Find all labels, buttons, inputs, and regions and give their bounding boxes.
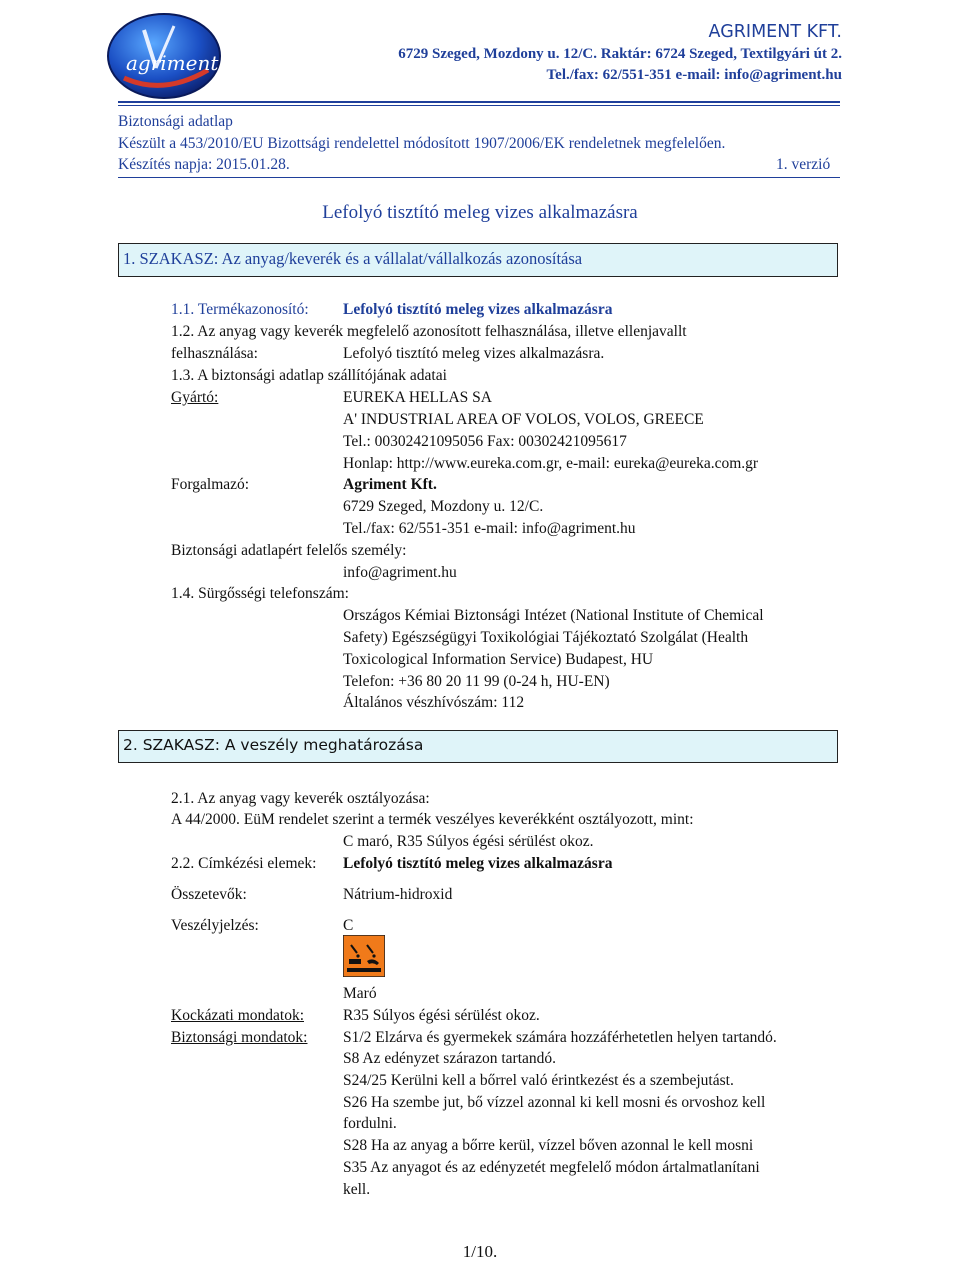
section-2-heading [118, 730, 838, 763]
emergency-line: Telefon: +36 80 20 11 99 (0-24 h, HU-EN) [343, 673, 610, 690]
creation-date: Készítés napja: 2015.01.28. [118, 156, 290, 173]
use-heading: 1.2. Az anyag vagy keverék megfelelő azonosított felhasználása, illetve ellenjavallt [171, 323, 687, 340]
section-1-heading-text: 1. SZAKASZ: Az anyag/keverék és a vállalat/vállalkozás azonosítása [123, 249, 583, 268]
components-value: Nátrium-hidroxid [343, 886, 453, 903]
manufacturer-line: Honlap: http://www.eureka.com.gr, e-mail: eureka@eureka.com.gr [343, 455, 759, 472]
risk-phrases-label: Kockázati mondatok: [171, 1007, 304, 1024]
company-name: AGRIMENT KFT. [708, 22, 842, 42]
product-identifier: Lefolyó tisztító meleg vizes alkalmazásra [343, 301, 613, 318]
classification-note: A 44/2000. EüM rendelet szerint a termék veszélyes keverékként osztályozott, mint: [171, 811, 694, 828]
label-elements-label: 2.2. Címkézési elemek: [171, 855, 317, 872]
safety-phrase: S26 Ha szembe jut, bő vízzel azonnal ki kell mosni és orvoshoz kell [343, 1094, 766, 1111]
emergency-line: Safety) Egészségügyi Toxikológiai Tájékoztató Szolgálat (Health [343, 629, 749, 646]
safety-phrases-label: Biztonsági mondatok: [171, 1029, 308, 1046]
risk-phrase: R35 Súlyos égési sérülést okoz. [343, 1007, 540, 1024]
section-1-heading [118, 243, 838, 277]
header-rule-thin [118, 105, 840, 106]
manufacturer-label: Gyártó: [171, 389, 219, 406]
section-2-heading-text: 2. SZAKASZ: A veszély meghatározása [123, 736, 424, 754]
company-contact: Tel./fax: 62/551-351 e-mail: info@agriment.hu [546, 67, 842, 83]
emergency-heading: 1.4. Sürgősségi telefonszám: [171, 585, 349, 602]
hazard-name: Maró [343, 985, 377, 1002]
header-rule [118, 101, 840, 103]
classification-value: C maró, R35 Súlyos égési sérülést okoz. [343, 833, 594, 850]
safety-phrase: S1/2 Elzárva és gyermekek számára hozzáférhetetlen helyen tartandó. [343, 1029, 777, 1046]
corrosive-icon [343, 935, 385, 977]
safety-phrase: S8 Az edényzet szárazon tartandó. [343, 1050, 557, 1067]
safety-phrase: S24/25 Kerülni kell a bőrrel való érintkezést és a szembejutást. [343, 1072, 734, 1089]
meta-rule [118, 177, 840, 178]
components-label: Összetevők: [171, 886, 247, 903]
emergency-line: Országos Kémiai Biztonsági Intézet (National Institute of Chemical [343, 607, 764, 624]
document-title: Lefolyó tisztító meleg vizes alkalmazásra [322, 202, 638, 223]
safety-phrase: S28 Ha az anyag a bőrre kerül, vízzel bőven azonnal le kell mosni [343, 1137, 754, 1154]
regulation-note: Készült a 453/2010/EU Bizottsági rendelettel módosított 1907/2006/EK rendeletnek megfelelően. [118, 135, 726, 152]
safety-phrase: fordulni. [343, 1115, 397, 1132]
responsible-label: Biztonsági adatlapért felelős személy: [171, 542, 407, 559]
agriment-logo [104, 8, 224, 100]
page-number: 1/10. [462, 1242, 498, 1261]
emergency-line: Toxicological Information Service) Budapest, HU [343, 651, 654, 668]
distributor-line: 6729 Szeged, Mozdony u. 12/C. [343, 498, 544, 515]
svg-text:agriment: agriment [126, 51, 219, 75]
manufacturer-line: Tel.: 00302421095056 Fax: 00302421095617 [343, 433, 627, 450]
label-elements-value: Lefolyó tisztító meleg vizes alkalmazásra [343, 855, 613, 872]
supplier-heading: 1.3. A biztonsági adatlap szállítójának adatai [171, 367, 447, 384]
hazard-code: C [343, 917, 354, 934]
classification-heading: 2.1. Az anyag vagy keverék osztályozása: [171, 790, 430, 807]
emergency-line: Általános vészhívószám: 112 [343, 694, 525, 711]
use-value: Lefolyó tisztító meleg vizes alkalmazásra. [343, 345, 605, 362]
manufacturer-line: A' INDUSTRIAL AREA OF VOLOS, VOLOS, GREECE [343, 411, 704, 428]
manufacturer-line: EUREKA HELLAS SA [343, 389, 492, 406]
safety-phrase: S35 Az anyagot és az edényzetét megfelelő módon ártalmatlanítani [343, 1159, 760, 1176]
hazard-label: Veszélyjelzés: [171, 917, 259, 934]
distributor-line: Tel./fax: 62/551-351 e-mail: info@agriment.hu [343, 520, 636, 537]
distributor-label: Forgalmazó: [171, 476, 250, 493]
responsible-email: info@agriment.hu [343, 564, 457, 581]
use-label: felhasználása: [171, 345, 258, 362]
product-identifier-label: 1.1. Termékazonosító: [171, 301, 309, 318]
safety-phrase: kell. [343, 1181, 371, 1198]
version: 1. verzió [776, 156, 831, 173]
company-address: 6729 Szeged, Mozdony u. 12/C. Raktár: 6724 Szeged, Textilgyári út 2. [398, 46, 842, 62]
distributor-name: Agriment Kft. [343, 476, 437, 493]
doc-type: Biztonsági adatlap [118, 113, 233, 130]
